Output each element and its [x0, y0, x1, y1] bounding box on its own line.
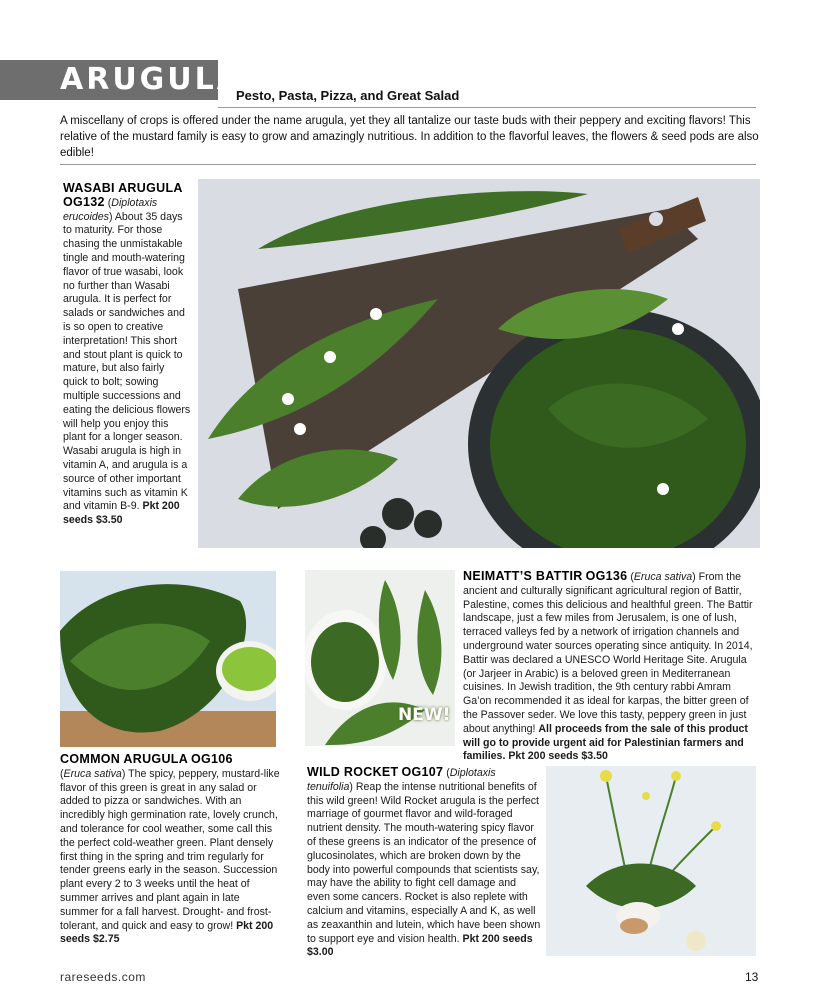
neimatt-description: From the ancient and culturally significant agricultural region of Battir, Palestine, comes this delicious and healthful green. The Battir landscape, just a few miles from Jerusalem, is one of lush, terraced valleys fed by a network of irrigation channels and underground water sources operating since antiquity. In 2014, Battir was declared a UNESCO World Heritage Site. Arugula (or Jarjeer in Arabic) is a beloved green in Mediterranean cuisines. In Jewish tradition, the 9th century rabbi Amram Ga’on recommended it as ideal for karpas, the bitter green of the Passover seder. We love this tasty, peppery green in just about anything! — [463, 571, 753, 735]
wasabi-name: WASABI ARUGULA — [63, 181, 183, 195]
common-latin: Eruca sativa — [63, 767, 122, 780]
new-badge: NEW! — [398, 705, 451, 725]
common-description: The spicy, peppery, mustard-like flavor of this green is great in any salad or added to pizza or sandwiches. With an incredibly high germination rate, lovely crunch, and tolerance for cool weather, some call this the perfect cold-weather green. Plant densely first thing in the spring and trim regularly for tender greens early in the season. Succession plant every 2 to 3 weeks until the heat of summer arrives and plant again in late summer for a fall harvest. Drought- and frost-tolerant, and quick and easy to grow! — [60, 767, 280, 932]
wasabi-arugula-photo — [198, 179, 760, 548]
wild-price: Pkt 200 seeds $3.00 — [307, 932, 533, 959]
wasabi-arugula-entry: WASABI ARUGULA OG132 (Diplotaxis erucoides) About 35 days to maturity. For those chasing the unmistakable tingle and mouth-watering flavor of true wasabi, look no further than Wasabi arugula. It is perfect for salads or sandwiches and is so open to creative interpretation! This short and stout plant is quick to mature, but also fairly quick to bolt; sowing multiple successions and eating the delicious flowers will help you enjoy this plant for a longer season. Wasabi arugula is high in vitamin A, and arugula is a source of other important vitamins such as vitamin K and vitamin B-9. Pkt 200 seeds $3.50 — [63, 181, 191, 527]
page-title: ARUGULA — [60, 62, 243, 97]
neimatts-battir-entry: NEIMATT’S BATTIR OG136 (Eruca sativa) From the ancient and culturally significant agricultural region of Battir, Palestine, comes this delicious and healthful green. The Battir landscape, just a few miles from Jerusalem, is one of lush, terraced valleys fed by a network of irrigation channels and underground water sources operating since antiquity. In 2014, Battir was declared a UNESCO World Heritage Site. Arugula (or Jarjeer in Arabic) is a beloved green in Mediterranean cuisines. In Jewish tradition, the 9th century rabbi Amram Ga’on recommended it as ideal for karpas, the bitter green of the Passover seder. We love this tasty, peppery green in just about anything! All proceeds from the sale of this product will go to provide urgent aid for Palestinian farmers and families. Pkt 200 seeds $3.50 — [463, 569, 753, 763]
title-banner — [0, 60, 243, 100]
common-price: Pkt 200 seeds $2.75 — [60, 919, 274, 946]
wild-rocket-photo — [546, 766, 756, 956]
common-arugula-photo — [60, 571, 276, 747]
neimatt-price: Pkt 200 seeds $3.50 — [508, 750, 608, 763]
header-rule — [218, 107, 756, 108]
wild-latin: Diplotaxis tenuifolia — [307, 767, 496, 793]
neimatt-name: NEIMATT’S BATTIR — [463, 569, 583, 583]
wasabi-price: Pkt 200 seeds $3.50 — [63, 500, 180, 527]
wasabi-latin: Diplotaxis erucoides — [63, 196, 158, 223]
page-subtitle: Pesto, Pasta, Pizza, and Great Salad — [236, 88, 460, 103]
common-code: OG106 — [190, 752, 233, 766]
wild-description: Reap the intense nutritional benefits of this wild green! Wild Rocket arugula is the perfect marriage of gourmet flavor and wild-foraged nutrient density. The mouth-watering spicy flavor of these greens is an indicator of the presence of glucosinolates, which are broken down by the body into powerful compounds that scientists say, may have the ability to fight cell damage and even some cancers. Rocket is also replete with calcium and vitamins, especially A and K, as well as zeaxanthin and lutein, which have been shown to support eye and vision health. — [307, 780, 541, 945]
neimatt-code: OG136 — [585, 569, 628, 583]
common-name: COMMON ARUGULA — [60, 752, 189, 766]
page-number: 13 — [745, 970, 759, 984]
footer-url[interactable]: rareseeds.com — [60, 970, 146, 984]
neimatt-latin: Eruca sativa — [633, 571, 693, 583]
intro-rule — [60, 164, 756, 165]
neimatt-proceeds: All proceeds from the sale of this product will go to provide urgent aid for Palestinian farmers and families. — [463, 722, 748, 763]
wasabi-code: OG132 — [63, 194, 105, 209]
wasabi-description: About 35 days to maturity. For those chasing the unmistakable tingle and mouth-watering flavor of true wasabi, look no further than Wasabi arugula. It is perfect for salads or sandwiches and is so open to creative interpretation! This short and stout plant is quick to mature, but also fairly quick to bolt; sowing multiple successions and eating the delicious flowers will help you enjoy this plant for a longer season. Wasabi arugula is high in vitamin A, and arugula is a source of other important vitamins such as vitamin K and vitamin B-9. — [63, 210, 191, 513]
common-arugula-entry: COMMON ARUGULA OG106 (Eruca sativa) The spicy, peppery, mustard-like flavor of this green is great in any salad or added to pizza or sandwiches. With an incredibly high germination rate, lovely crunch, and tolerance for cool weather, some call this the perfect cold-weather green. Plant densely first thing in the spring and trim regularly for tender greens early in the season. Succession plant every 2 to 3 weeks until the heat of summer arrives and plant again in late summer for a fall harvest. Drought- and frost-tolerant, and quick and easy to grow! Pkt 200 seeds $2.75 — [60, 752, 280, 946]
wild-code: OG107 — [401, 765, 444, 779]
wild-name: WILD ROCKET — [307, 765, 399, 779]
wild-rocket-entry: WILD ROCKET OG107 (Diplotaxis tenuifolia) Reap the intense nutritional benefits of this wild green! Wild Rocket arugula is the perfect marriage of gourmet flavor and wild-foraged nutrient density. The mouth-watering spicy flavor of these greens is an indicator of the presence of glucosinolates, which are broken down by the body into powerful compounds that scientists say, may have the ability to fight cell damage and even some cancers. Rocket is also replete with calcium and vitamins, especially A and K, as well as zeaxanthin and lutein, which have been shown to support eye and vision health. Pkt 200 seeds $3.00 — [307, 765, 541, 959]
intro-text: A miscellany of crops is offered under the name arugula, yet they all tantalize our taste buds with their peppery and exciting flavors! This relative of the mustard family is easy to grow and amazingly nutritious. In addition to the flavorful leaves, the flowers & seed pods are also edible! — [60, 115, 759, 159]
